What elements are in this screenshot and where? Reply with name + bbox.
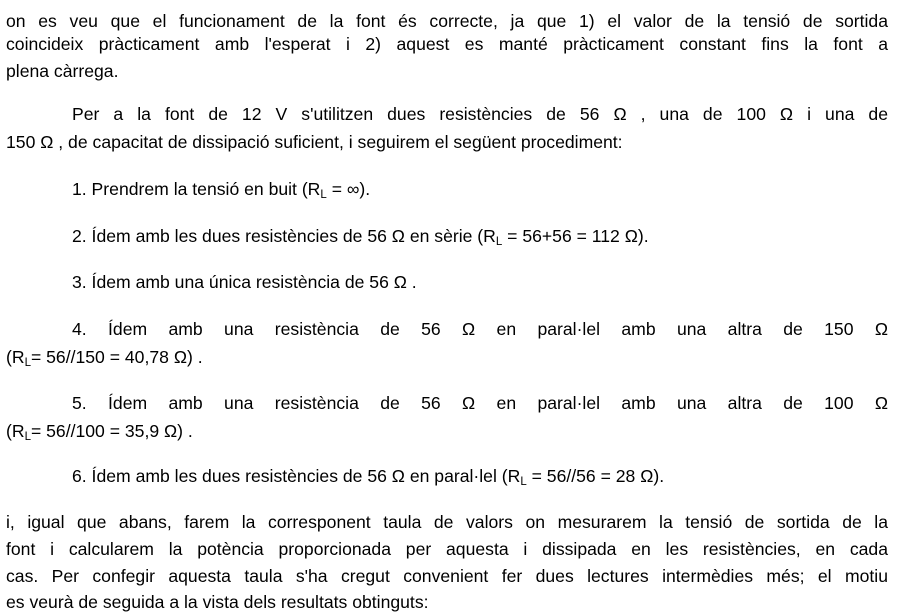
list-item-text: = 56+56 = 112 Ω). xyxy=(502,226,649,246)
list-item-4-cont xyxy=(6,344,888,370)
subscript: L xyxy=(24,357,31,369)
list-item-text: 2. Ídem amb les dues resistències de 56 Ω en sèrie (R xyxy=(72,226,496,246)
paragraph-line: es veurà de seguida a la vista dels resultats obtinguts: xyxy=(6,592,429,612)
list-item-text: (R xyxy=(6,421,25,441)
list-item-text: = 56//150 = 40,78 Ω) . xyxy=(30,347,203,367)
list-item-1 xyxy=(72,176,888,202)
list-item-text: = 56//56 = 28 Ω). xyxy=(526,466,665,486)
subscript: L xyxy=(520,476,527,488)
paragraph-line: cas. Per confegir aquesta taula s'ha cregut convenient fer dues lectures intermèdies més; el motiu xyxy=(6,566,888,586)
list-item-3 xyxy=(72,269,888,295)
list-item-6 xyxy=(72,463,888,489)
paragraph-line: font i calcularem la potència proporcionada per aquesta i dissipada en les resistències, en cada xyxy=(6,539,888,559)
list-item-2 xyxy=(72,223,888,249)
subscript: L xyxy=(320,189,327,201)
list-item-text: 3. Ídem amb una única resistència de 56 Ω . xyxy=(72,272,417,292)
subscript: L xyxy=(495,236,503,248)
subscript: L xyxy=(24,431,31,443)
paragraph-line: i, igual que abans, farem la corresponent taula de valors on mesurarem la tensió de sortida de la xyxy=(6,512,888,532)
list-item-4: 4. Ídem amb una resistència de 56 Ω en paral·lel amb una altra de 150 Ω xyxy=(72,319,888,339)
list-item-5-cont xyxy=(6,418,888,444)
paragraph-line: coincideix pràcticament amb l'esperat i 2) aquest es manté pràcticament constant fins la font a xyxy=(6,34,888,54)
list-item-text: 1. Prendrem la tensió en buit (R xyxy=(72,179,321,199)
list-item-5: 5. Ídem amb una resistència de 56 Ω en paral·lel amb una altra de 100 Ω xyxy=(72,393,888,413)
paragraph-line: Per a la font de 12 V s'utilitzen dues resistències de 56 Ω , una de 100 Ω i una de xyxy=(72,104,888,124)
list-item-text: 6. Ídem amb les dues resistències de 56 Ω en paral·lel (R xyxy=(72,466,521,486)
paragraph-line: 150 Ω , de capacitat de dissipació suficient, i seguirem el següent procediment: xyxy=(6,132,623,152)
list-item-text: = ∞). xyxy=(326,179,371,199)
paragraph-line: on es veu que el funcionament de la font és correcte, ja que 1) el valor de la tensió de sortida xyxy=(6,11,888,31)
paragraph-line: plena càrrega. xyxy=(6,61,119,81)
list-item-text: (R xyxy=(6,347,25,367)
list-item-text: = 56//100 = 35,9 Ω) . xyxy=(30,421,193,441)
